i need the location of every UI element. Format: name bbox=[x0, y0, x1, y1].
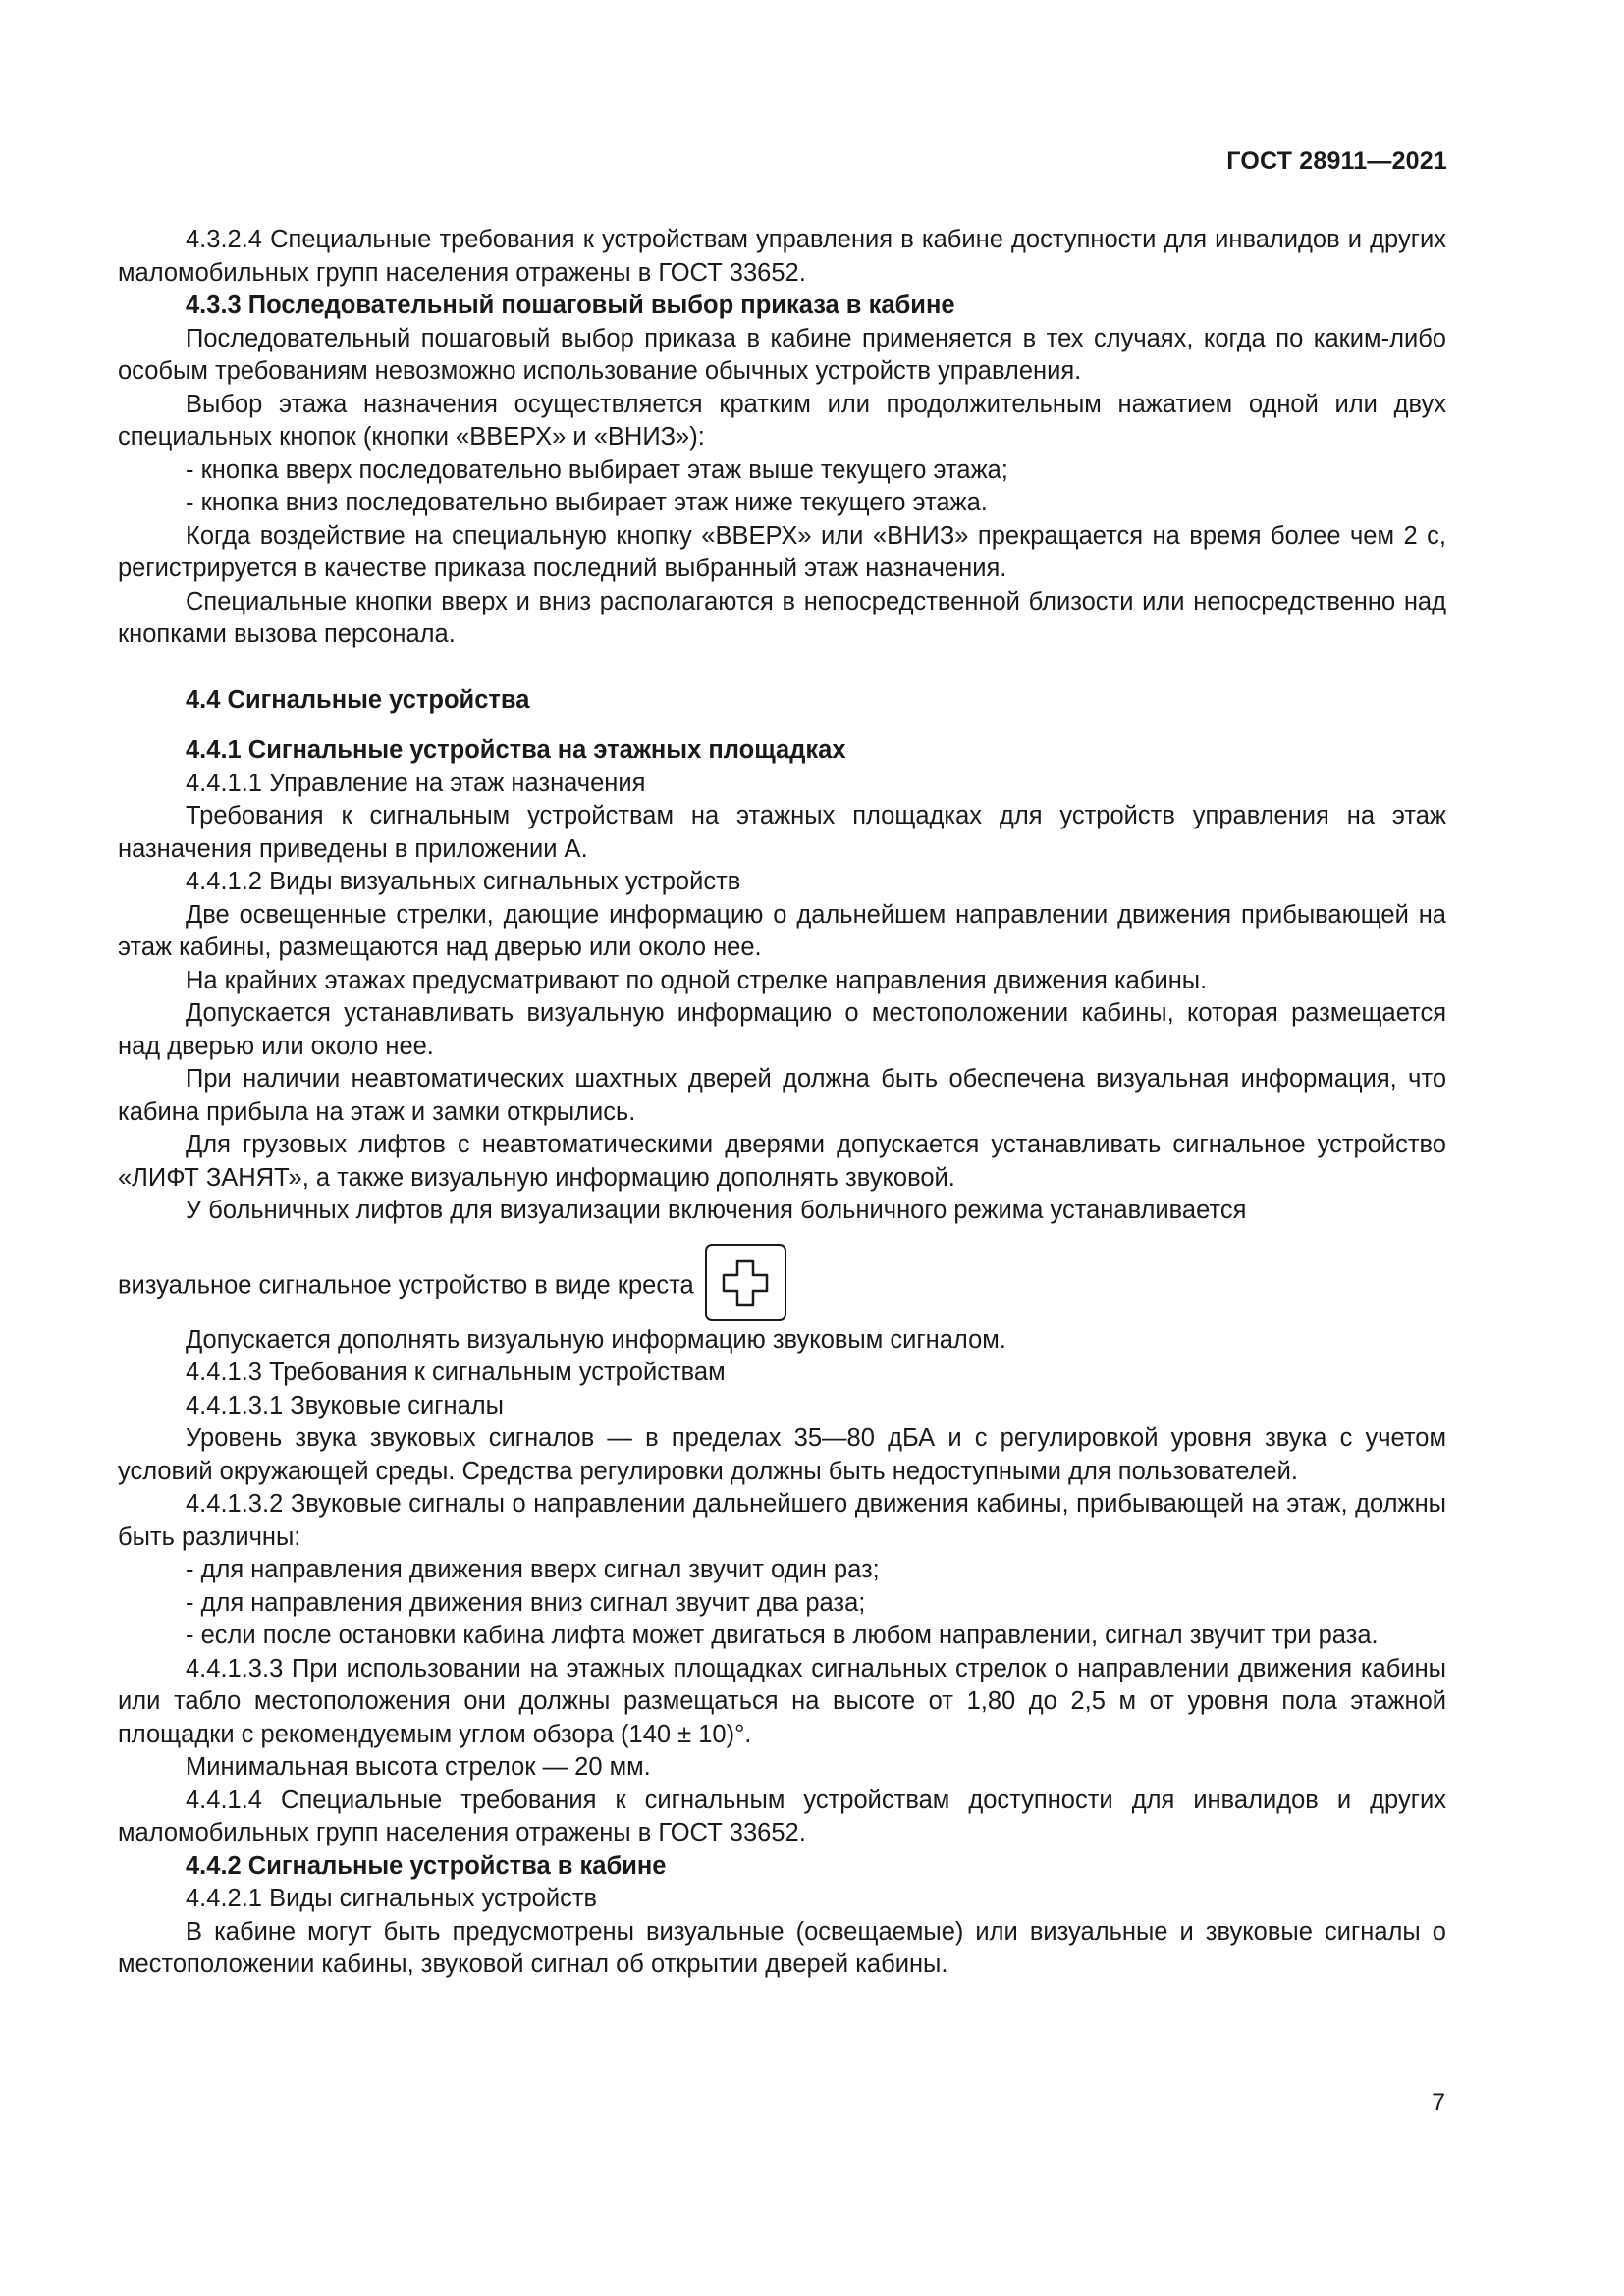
list-item: - для направления движения вниз сигнал звучит два раза; bbox=[186, 1588, 866, 1617]
paragraph: На крайних этажах предусматривают по одной стрелке направления движения кабины. bbox=[186, 966, 1208, 994]
paragraph: 4.4.1.3 Требования к сигнальным устройствам bbox=[186, 1359, 726, 1386]
document-body bbox=[118, 224, 1446, 1982]
paragraph: Допускается устанавливать визуальную информацию о местоположении кабины, которая размещается над дверью или около нее. bbox=[118, 999, 1446, 1060]
paragraph: Две освещенные стрелки, дающие информацию о дальнейшем направлении движения прибывающей на этаж кабины, размещаются над дверью или около нее. bbox=[118, 900, 1446, 961]
paragraph: визуальное сигнальное устройство в виде креста bbox=[118, 1270, 694, 1299]
medical-cross-icon bbox=[705, 1244, 786, 1321]
paragraph: 4.4.2.1 Виды сигнальных устройств bbox=[186, 1885, 598, 1912]
page-number: 7 bbox=[1432, 2089, 1445, 2116]
section-heading: 4.3.3 Последовательный пошаговый выбор приказа в кабине bbox=[186, 292, 955, 319]
paragraph: Для грузовых лифтов с неавтоматическими дверями допускается устанавливать сигнальное устройство «ЛИФТ ЗАНЯТ», а также визуальную информацию дополнять звуковой. bbox=[118, 1131, 1446, 1192]
list-item: - кнопка вверх последовательно выбирает этаж выше текущего этажа; bbox=[186, 455, 1008, 484]
paragraph: Специальные кнопки вверх и вниз располагаются в непосредственной близости или непосредственно над кнопками вызова персонала. bbox=[118, 587, 1446, 648]
paragraph: 4.4.1.1 Управление на этаж назначения bbox=[186, 769, 646, 797]
paragraph: Выбор этажа назначения осуществляется кратким или продолжительным нажатием одной или двух специальных кнопок (кнопки «ВВЕРХ» и «ВНИЗ»): bbox=[118, 390, 1446, 451]
list-item: - для направления движения вверх сигнал звучит один раз; bbox=[186, 1556, 880, 1583]
paragraph: У больничных лифтов для визуализации включения больничного режима устанавливается bbox=[186, 1197, 1247, 1224]
paragraph: 4.4.1.4 Специальные требования к сигнальным устройствам доступности для инвалидов и других маломобильных групп населения отражены в ГОСТ 33652. bbox=[118, 1786, 1446, 1846]
paragraph: 4.4.1.2 Виды визуальных сигнальных устройств bbox=[186, 868, 741, 895]
document-header: ГОСТ 28911—2021 bbox=[1226, 147, 1447, 175]
section-heading: 4.4.1 Сигнальные устройства на этажных площадках bbox=[186, 736, 846, 764]
list-item: - если после остановки кабина лифта может двигаться в любом направлении, сигнал звучит три раза. bbox=[186, 1622, 1379, 1649]
paragraph: Когда воздействие на специальную кнопку «ВВЕРХ» или «ВНИЗ» прекращается на время более чем 2 с, регистрируется в качестве приказа последний выбранный этаж назначения. bbox=[118, 521, 1446, 582]
paragraph: Допускается дополнять визуальную информацию звуковым сигналом. bbox=[186, 1325, 1006, 1354]
paragraph: При наличии неавтоматических шахтных дверей должна быть обеспечена визуальная информация, что кабина прибыла на этаж и замки открылись. bbox=[118, 1065, 1446, 1126]
paragraph: Последовательный пошаговый выбор приказа в кабине применяется в тех случаях, когда по каким-либо особым требованиям невозможно использование обычных устройств управления. bbox=[118, 324, 1446, 385]
paragraph: 4.4.1.3.1 Звуковые сигналы bbox=[186, 1391, 505, 1419]
paragraph: 4.3.2.4 Специальные требования к устройствам управления в кабине доступности для инвалидов и других маломобильных групп населения отражены в ГОСТ 33652. bbox=[118, 226, 1446, 287]
paragraph: Уровень звука звуковых сигналов — в пределах 35—80 дБА и с регулировкой уровня звука с учетом условий окружающей среды. Средства регулировки должны быть недоступными для пользователей. bbox=[118, 1424, 1446, 1485]
section-heading: 4.4 Сигнальные устройства bbox=[186, 685, 530, 714]
paragraph: Минимальная высота стрелок — 20 мм. bbox=[186, 1753, 651, 1781]
cross-signal-line bbox=[118, 1244, 1446, 1324]
paragraph: 4.4.1.3.2 Звуковые сигналы о направлении дальнейшего движения кабины, прибывающей на этаж, должны быть различны: bbox=[118, 1490, 1446, 1551]
paragraph: 4.4.1.3.3 При использовании на этажных площадках сигнальных стрелок о направлении движения кабины или табло местоположения они должны размещаться на высоте от 1,80 до 2,5 м от уровня пола этажной площадки с рекомендуемым углом обзора (140 ± 10)°. bbox=[118, 1654, 1446, 1748]
section-heading: 4.4.2 Сигнальные устройства в кабине bbox=[186, 1851, 667, 1880]
paragraph: Требования к сигнальным устройствам на этажных площадках для устройств управления на этаж назначения приведены в приложении А. bbox=[118, 802, 1446, 863]
paragraph: В кабине могут быть предусмотрены визуальные (освещаемые) или визуальные и звуковые сигналы о местоположении кабины, звуковой сигнал об открытии дверей кабины. bbox=[118, 1917, 1446, 1978]
list-item: - кнопка вниз последовательно выбирает этаж ниже текущего этажа. bbox=[186, 489, 988, 516]
